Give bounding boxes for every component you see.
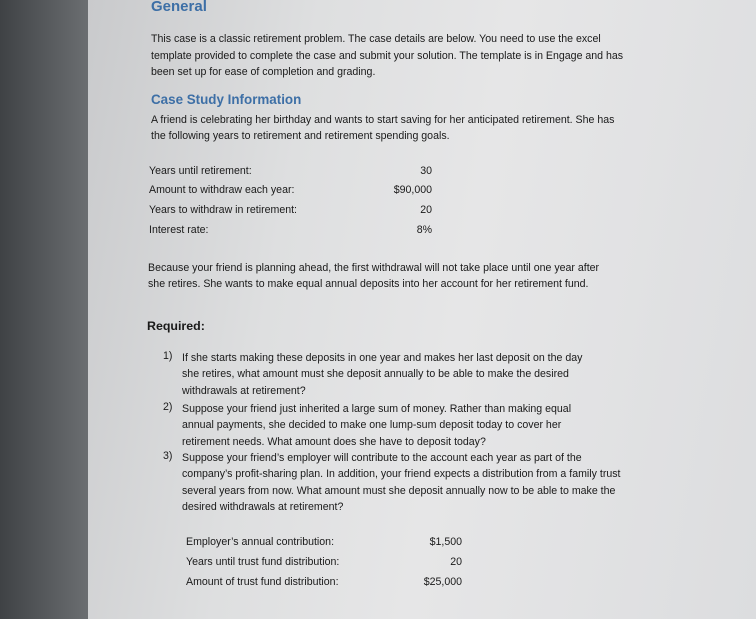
value-interest-rate: 8% [416, 224, 432, 236]
value-amount-to-withdraw: $90,000 [393, 184, 432, 196]
label-employer-contribution: Employer’s annual contribution: [186, 536, 335, 548]
heading-general: General [151, 0, 207, 15]
question-3-text: Suppose your friend’s employer will contribute to the account each year as part of the company’s profit-sharing plan. In addition, your friend expects a distribution from a family trust several years from now. What amount must she deposit annually now to be able to make the desired withdrawals at retirement? [182, 452, 621, 514]
question-1-text: If she starts making these deposits in one year and makes her last deposit on the day she retires, what amount must she deposit annually to be able to make the desired withdrawals at retirement? [182, 352, 583, 397]
case-study-intro-text: A friend is celebrating her birthday and wants to start saving for her anticipated retirement. She has the following years to retirement and retirement spending goals. [151, 114, 615, 142]
heading-case-study: Case Study Information [151, 92, 302, 107]
label-interest-rate: Interest rate: [149, 224, 209, 236]
value-years-until-retirement: 30 [420, 165, 432, 177]
label-years-to-withdraw: Years to withdraw in retirement: [149, 204, 297, 216]
question-2-text: Suppose your friend just inherited a large sum of money. Rather than making equal annual payments, she decided to make one lump-sum deposit today to cover her retirement needs. What amount does she have to deposit today? [182, 403, 572, 448]
question-1-number: 1) [163, 350, 173, 362]
value-years-to-withdraw: 20 [420, 204, 432, 216]
question-2-number: 2) [163, 401, 173, 413]
value-years-until-trust: 20 [450, 556, 462, 568]
label-years-until-retirement: Years until retirement: [149, 165, 252, 177]
value-trust-amount: $25,000 [423, 576, 462, 588]
label-years-until-trust: Years until trust fund distribution: [186, 556, 340, 568]
background-shadow [0, 0, 88, 619]
label-amount-to-withdraw: Amount to withdraw each year: [149, 184, 295, 196]
general-intro-text: This case is a classic retirement problem. The case details are below. You need to use the excel template provided to complete the case and submit your solution. The template is in Engage and has been set up for ease of completion and grading. [151, 33, 624, 78]
label-trust-amount: Amount of trust fund distribution: [186, 576, 339, 588]
withdrawal-note-text: Because your friend is planning ahead, the first withdrawal will not take place until one year after she retires. She wants to make equal annual deposits into her account for her retirement fund. [148, 262, 600, 291]
document-page [88, 0, 756, 619]
value-employer-contribution: $1,500 [429, 536, 462, 548]
question-3-number: 3) [163, 450, 173, 462]
heading-required: Required: [147, 319, 205, 333]
